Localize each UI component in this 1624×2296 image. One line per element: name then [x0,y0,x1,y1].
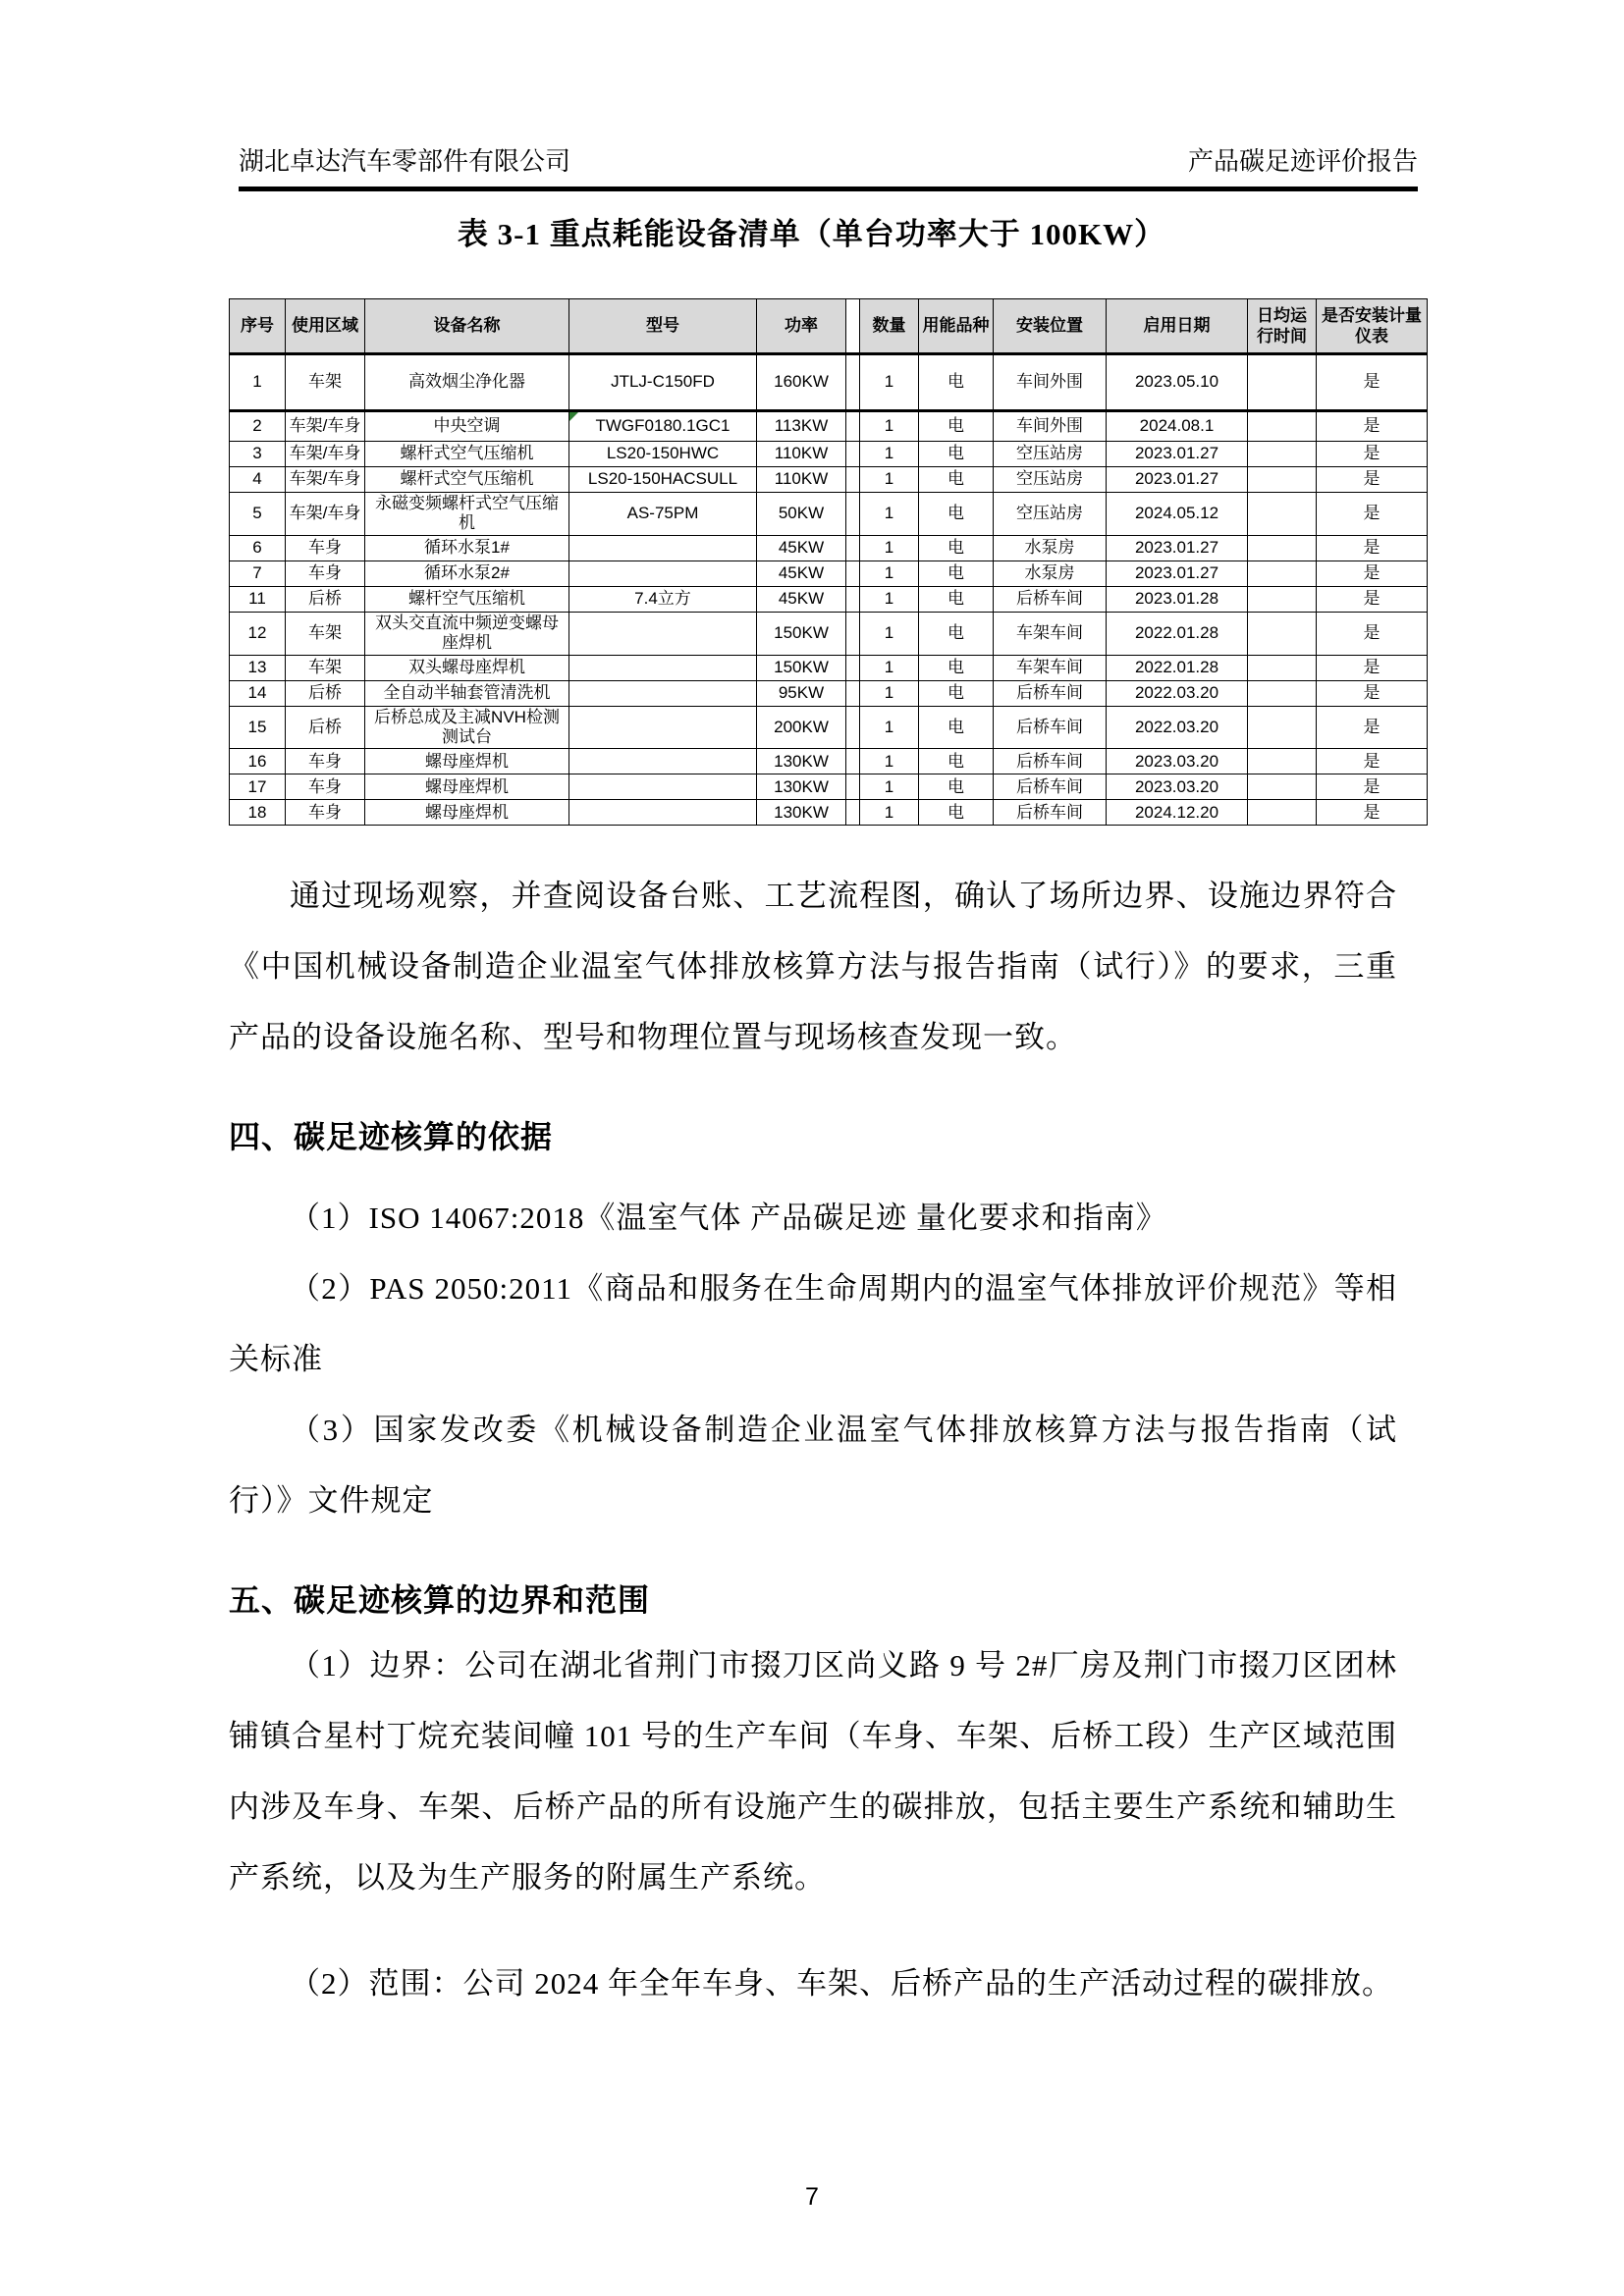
table-cell: 16 [230,749,286,774]
table-cell: 循环水泵2# [365,561,569,586]
table-cell: 是 [1317,586,1428,612]
table-cell: 电 [919,354,994,411]
table-cell: 后桥车间 [994,800,1107,826]
column-header: 启用日期 [1107,299,1248,354]
table-cell: 2 [230,411,286,442]
table-cell: 1 [860,655,919,680]
table-cell: 车身 [286,800,365,826]
table-cell: 螺母座焊机 [365,800,569,826]
table-cell: 空压站房 [994,467,1107,493]
table-row [230,612,1428,655]
spacer-cell [846,774,860,800]
table-cell: 13 [230,655,286,680]
table-cell: 中央空调 [365,411,569,442]
table-cell: 车架/车身 [286,411,365,442]
table-cell: 1 [860,493,919,536]
table-cell: 车架 [286,612,365,655]
table-cell: 是 [1317,800,1428,826]
table-cell: 1 [230,354,286,411]
table-cell: 是 [1317,561,1428,586]
table-cell: 6 [230,535,286,561]
table-row [230,354,1428,411]
table-cell [569,706,757,749]
column-header: 设备名称 [365,299,569,354]
column-header: 使用区域 [286,299,365,354]
table-cell: 空压站房 [994,442,1107,467]
table-cell: 17 [230,774,286,800]
table-cell: 是 [1317,749,1428,774]
table-cell: 电 [919,655,994,680]
table-cell: 双头交直流中频逆变螺母座焊机 [365,612,569,655]
table-cell [1248,612,1317,655]
table-cell: 车架 [286,655,365,680]
table-cell: 110KW [757,442,846,467]
table-cell: 电 [919,680,994,706]
table-cell: 是 [1317,411,1428,442]
table-cell: 车架车间 [994,612,1107,655]
table-cell: 3 [230,442,286,467]
table-row [230,561,1428,586]
table-cell: 高效烟尘净化器 [365,354,569,411]
header-company-name: 湖北卓达汽车零部件有限公司 [239,147,571,176]
table-cell: 电 [919,774,994,800]
table-cell: 2023.01.27 [1107,561,1248,586]
header-row [230,299,1428,354]
section-4-items [0,1183,1624,1536]
table-row [230,655,1428,680]
table-cell [1248,561,1317,586]
table-cell: 电 [919,411,994,442]
table-cell: 是 [1317,706,1428,749]
table-cell: 是 [1317,442,1428,467]
table-cell: 2023.01.27 [1107,442,1248,467]
table-cell: 是 [1317,354,1428,411]
table-cell: 车架车间 [994,655,1107,680]
table-cell: 45KW [757,535,846,561]
table-cell: 45KW [757,561,846,586]
table-cell: 2022.03.20 [1107,706,1248,749]
table-cell [1248,535,1317,561]
page-header [239,147,1418,191]
table-cell: 1 [860,774,919,800]
spacer-column-header [846,299,860,354]
table-cell: 车身 [286,561,365,586]
table-cell [1248,800,1317,826]
table-cell: 130KW [757,749,846,774]
table-cell: 螺母座焊机 [365,749,569,774]
table-cell: 电 [919,612,994,655]
table-cell: 113KW [757,411,846,442]
table-cell [1248,442,1317,467]
table-cell: 是 [1317,774,1428,800]
spacer-cell [846,800,860,826]
table-cell [569,612,757,655]
table-cell: 车架/车身 [286,442,365,467]
table-cell: 后桥车间 [994,680,1107,706]
table-row [230,535,1428,561]
table-cell: 1 [860,706,919,749]
table-cell: 电 [919,706,994,749]
energy-equipment-table [229,298,1428,826]
table-cell: 后桥车间 [994,706,1107,749]
table-cell [569,774,757,800]
table-cell: 后桥 [286,706,365,749]
header-report-title: 产品碳足迹评价报告 [1187,147,1418,176]
column-header: 日均运行时间 [1248,299,1317,354]
table-cell: 车架/车身 [286,493,365,536]
table-cell: 1 [860,612,919,655]
table-cell: 双头螺母座焊机 [365,655,569,680]
heading-section-4: 四、碳足迹核算的依据 [229,1119,554,1155]
column-header: 是否安装计量仪表 [1317,299,1428,354]
table-cell: 螺杆空气压缩机 [365,586,569,612]
table-cell: 2022.03.20 [1107,680,1248,706]
table-cell [1248,749,1317,774]
table-cell: 45KW [757,586,846,612]
table-cell: 是 [1317,655,1428,680]
table-caption: 表 3-1 重点耗能设备清单（单台功率大于 100KW） [457,217,1166,251]
table-cell: 11 [230,586,286,612]
heading-section-5: 五、碳足迹核算的边界和范围 [229,1582,651,1619]
table-cell: 1 [860,411,919,442]
table-cell: 2024.12.20 [1107,800,1248,826]
table-cell: 电 [919,493,994,536]
table-row [230,586,1428,612]
paragraph-site-observation: 通过现场观察，并查阅设备台账、工艺流程图，确认了场所边界、设施边界符合《中国机械设备制造企业温室气体排放核算方法与报告指南（试行）》的要求，三重产品的设备设施名称、型号和物理位置与现场核查发现一致。 [229,879,1397,1055]
equipment-table-head [230,299,1428,354]
table-cell: 1 [860,561,919,586]
table-cell: 1 [860,467,919,493]
table-cell: 130KW [757,800,846,826]
column-header: 用能品种 [919,299,994,354]
table-cell: 车身 [286,535,365,561]
table-cell: 150KW [757,612,846,655]
table-cell: 4 [230,467,286,493]
table-cell: 2023.03.20 [1107,774,1248,800]
table-cell: 5 [230,493,286,536]
table-cell: 电 [919,749,994,774]
table-cell: 循环水泵1# [365,535,569,561]
spacer-cell [846,706,860,749]
column-header: 数量 [860,299,919,354]
table-cell: 水泵房 [994,561,1107,586]
table-cell: LS20-150HWC [569,442,757,467]
table-cell: 2024.05.12 [1107,493,1248,536]
spacer-cell [846,680,860,706]
table-cell: 螺杆式空气压缩机 [365,442,569,467]
table-cell: 110KW [757,467,846,493]
table-row [230,706,1428,749]
spacer-cell [846,493,860,536]
table-cell [1248,680,1317,706]
reference-item-iso14067: （1）ISO 14067:2018《温室气体 产品碳足迹 量化要求和指南》 [290,1201,1167,1236]
table-cell: 2022.01.28 [1107,612,1248,655]
paragraph-scope: （2）范围：公司 2024 年全年车身、车架、后桥产品的生产活动过程的碳排放。 [290,1966,1393,2002]
table-cell: 2024.08.1 [1107,411,1248,442]
table-cell [569,680,757,706]
table-cell: 160KW [757,354,846,411]
table-cell: 车架/车身 [286,467,365,493]
table-cell: 是 [1317,535,1428,561]
table-cell: 15 [230,706,286,749]
column-header: 序号 [230,299,286,354]
table-cell: 电 [919,561,994,586]
table-cell: 永磁变频螺杆式空气压缩机 [365,493,569,536]
table-cell [569,800,757,826]
table-cell: 130KW [757,774,846,800]
spacer-cell [846,612,860,655]
table-cell: 2023.03.20 [1107,749,1248,774]
table-cell: 电 [919,442,994,467]
table-cell: AS-75PM [569,493,757,536]
table-cell [1248,586,1317,612]
spacer-cell [846,467,860,493]
reference-item-ndrc-guide: （3）国家发改委《机械设备制造企业温室气体排放核算方法与报告指南（试行）》文件规定 [229,1413,1397,1519]
table-cell: 是 [1317,467,1428,493]
table-cell: 2023.01.27 [1107,535,1248,561]
spacer-cell [846,561,860,586]
column-header: 型号 [569,299,757,354]
table-cell: 车身 [286,749,365,774]
spacer-cell [846,354,860,411]
table-cell: 螺杆式空气压缩机 [365,467,569,493]
page-number: 7 [805,2183,819,2211]
spacer-cell [846,586,860,612]
table-row [230,411,1428,442]
table-cell: 1 [860,442,919,467]
table-cell: 1 [860,535,919,561]
cell-comment-marker [569,412,578,421]
spacer-cell [846,655,860,680]
column-header: 安装位置 [994,299,1107,354]
table-cell: 95KW [757,680,846,706]
table-cell: 后桥车间 [994,774,1107,800]
table-cell: 12 [230,612,286,655]
table-cell [1248,655,1317,680]
table-row [230,467,1428,493]
table-cell: 1 [860,680,919,706]
table-cell [1248,493,1317,536]
table-cell: 后桥车间 [994,749,1107,774]
table-cell: 后桥 [286,680,365,706]
table-cell: 是 [1317,612,1428,655]
table-cell: 200KW [757,706,846,749]
table-cell [1248,706,1317,749]
table-cell: 18 [230,800,286,826]
table-cell: 电 [919,535,994,561]
table-cell: 电 [919,586,994,612]
table-cell: 150KW [757,655,846,680]
column-header: 功率 [757,299,846,354]
table-row [230,680,1428,706]
table-cell: 是 [1317,680,1428,706]
table-cell: 1 [860,354,919,411]
paragraph-boundary: （1）边界：公司在湖北省荆门市掇刀区尚义路 9 号 2#厂房及荆门市掇刀区团林铺镇合星村丁烷充装间幢 101 号的生产车间（车身、车架、后桥工段）生产区域范围内涉及车身、车架、后桥产品的所有设施产生的碳排放，包括主要生产系统和辅助生产系统，以及为生产服务的附属生产系统。 [229,1648,1397,1896]
table-cell [1248,354,1317,411]
table-cell: 2023.05.10 [1107,354,1248,411]
spacer-cell [846,749,860,774]
spacer-cell [846,535,860,561]
reference-item-pas2050: （2）PAS 2050:2011《商品和服务在生命周期内的温室气体排放评价规范》等相关标准 [229,1271,1397,1377]
table-row [230,749,1428,774]
table-cell: 车间外围 [994,411,1107,442]
table-cell: 1 [860,749,919,774]
table-cell: JTLJ-C150FD [569,354,757,411]
table-cell: 1 [860,800,919,826]
table-cell: TWGF0180.1GC1 [569,411,757,442]
table-cell: 是 [1317,493,1428,536]
table-row [230,774,1428,800]
table-cell: 后桥 [286,586,365,612]
table-cell [569,561,757,586]
table-cell: 螺母座焊机 [365,774,569,800]
table-cell: 电 [919,467,994,493]
table-row [230,442,1428,467]
table-cell: 后桥车间 [994,586,1107,612]
table-cell: LS20-150HACSULL [569,467,757,493]
table-cell: 水泵房 [994,535,1107,561]
table-cell: 车身 [286,774,365,800]
table-cell [1248,774,1317,800]
table-cell [1248,467,1317,493]
table-cell: 空压站房 [994,493,1107,536]
table-cell: 电 [919,800,994,826]
table-cell: 全自动半轴套管清洗机 [365,680,569,706]
table-cell: 7.4立方 [569,586,757,612]
table-cell [1248,411,1317,442]
table-cell: 车间外围 [994,354,1107,411]
table-cell: 14 [230,680,286,706]
table-cell: 2023.01.27 [1107,467,1248,493]
table-cell: 50KW [757,493,846,536]
table-cell: 7 [230,561,286,586]
table-cell [569,655,757,680]
table-cell: 车架 [286,354,365,411]
spacer-cell [846,442,860,467]
table-cell [569,535,757,561]
table-cell: 2022.01.28 [1107,655,1248,680]
table-cell [569,749,757,774]
table-cell: 2023.01.28 [1107,586,1248,612]
table-cell: 后桥总成及主减NVH检测测试台 [365,706,569,749]
spacer-cell [846,411,860,442]
table-row [230,493,1428,536]
table-cell: 1 [860,586,919,612]
table-row [230,800,1428,826]
equipment-table-body [230,354,1428,826]
